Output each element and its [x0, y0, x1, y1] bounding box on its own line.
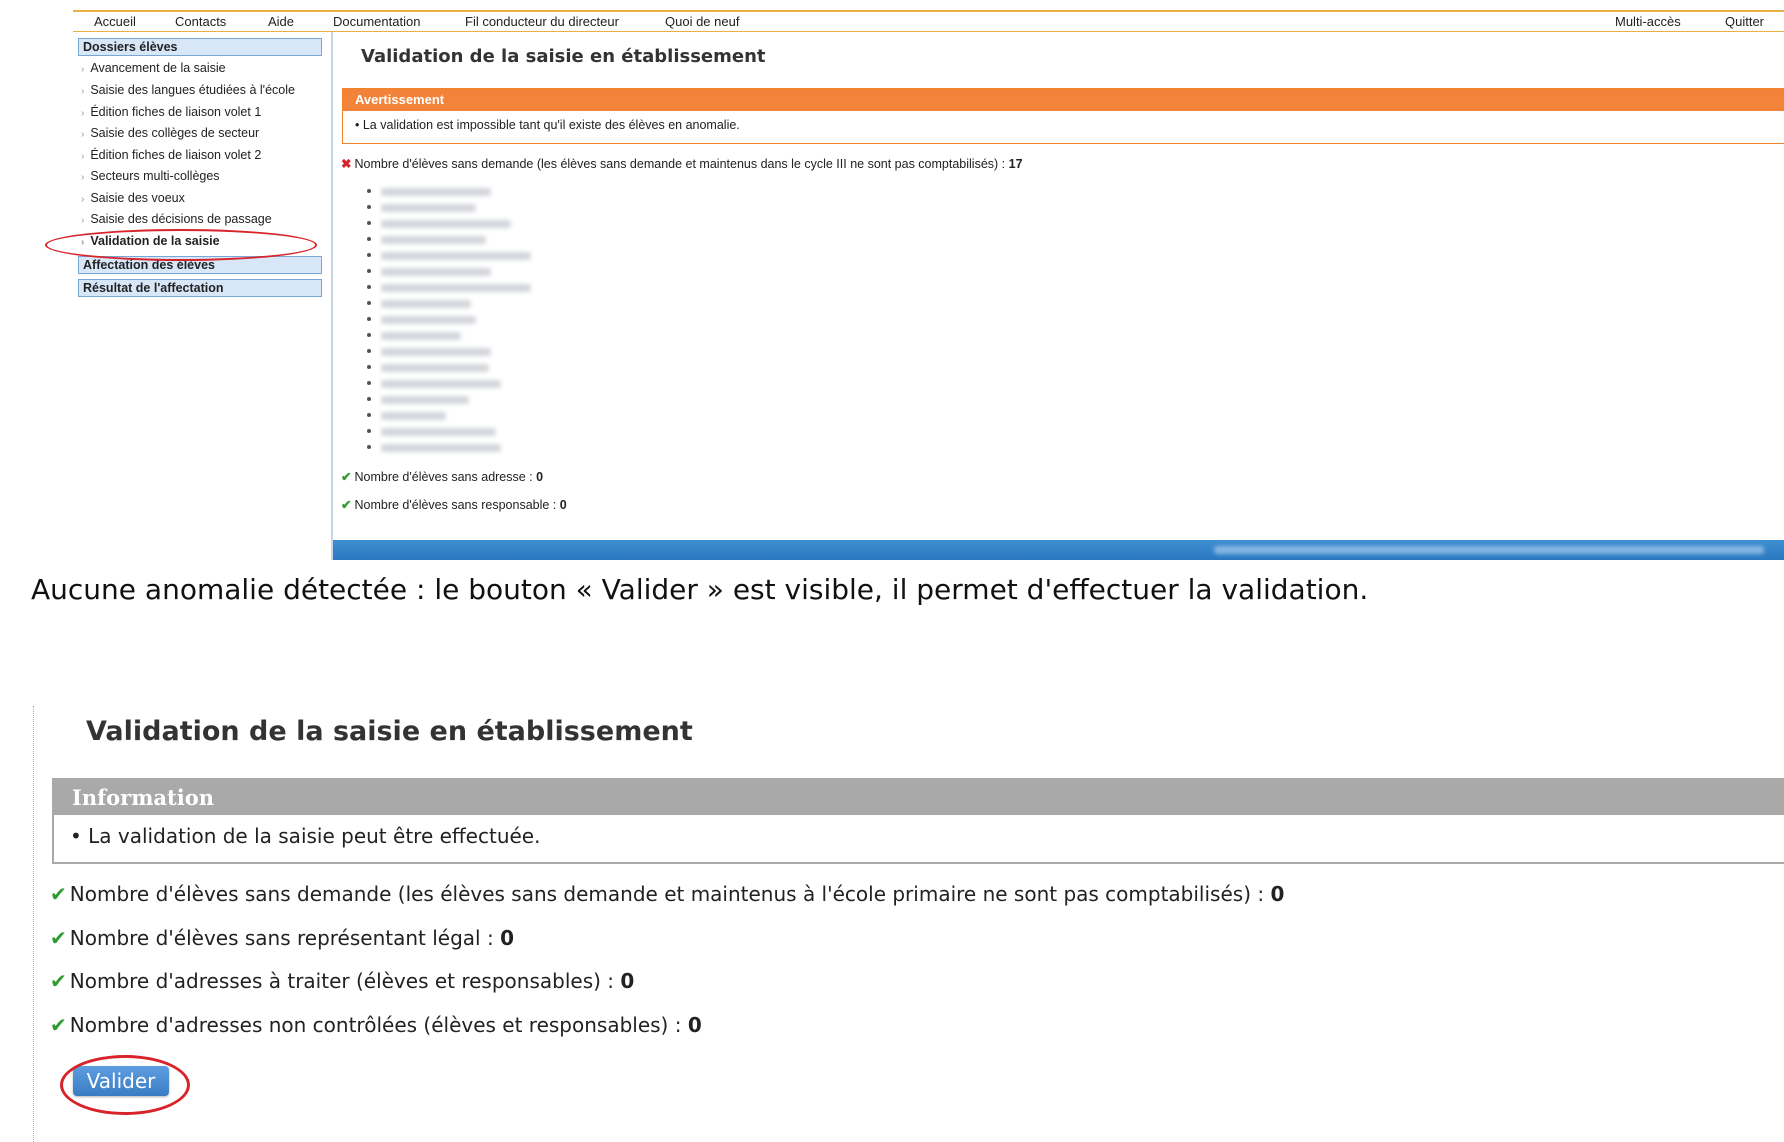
chevron-right-icon: › [81, 172, 85, 183]
stat-value: 0 [536, 470, 544, 484]
sidebar-item-label: Saisie des collèges de secteur [90, 126, 260, 140]
blurred-footer-text [1214, 546, 1764, 554]
nav-quoi-de-neuf[interactable]: Quoi de neuf [665, 14, 740, 29]
nav-aide[interactable]: Aide [268, 14, 295, 29]
check-icon: ✔ [50, 882, 67, 906]
chevron-right-icon: › [81, 129, 85, 140]
check-icon: ✔ [50, 926, 67, 950]
highlight-circle [45, 229, 317, 261]
chevron-right-icon: › [81, 237, 85, 248]
stat-label: Nombre d'adresses non contrôlées (élèves et responsables) : [69, 1013, 682, 1037]
top-navigation [73, 10, 1784, 32]
chevron-right-icon: › [81, 151, 85, 162]
error-cross-icon: ✖ [341, 157, 352, 171]
stat-label: Nombre d'élèves sans adresse : [354, 470, 533, 484]
stat-label: Nombre d'adresses à traiter (élèves et responsables) : [69, 969, 615, 993]
information-title: Information [54, 780, 1784, 815]
stat-value: 0 [1270, 882, 1285, 906]
screenshot-valid [33, 706, 1784, 1142]
screenshot-anomaly [0, 0, 1784, 560]
stat-value: 17 [1008, 157, 1023, 171]
main-content [331, 32, 1784, 560]
sidebar-item-fiches-volet-2[interactable] [81, 148, 261, 162]
sidebar-item-voeux[interactable] [81, 191, 185, 205]
chevron-right-icon: › [81, 108, 85, 119]
nav-documentation[interactable]: Documentation [333, 14, 421, 29]
stat-adresses-non-controlees [50, 1013, 702, 1037]
sidebar-item-label: Édition fiches de liaison volet 2 [90, 148, 262, 162]
sidebar-item-label: Saisie des voeux [90, 191, 185, 205]
valider-button[interactable]: Valider [73, 1066, 169, 1096]
nav-fil-conducteur[interactable]: Fil conducteur du directeur [465, 14, 619, 29]
sidebar-item-decisions-passage[interactable] [81, 212, 272, 226]
stat-sans-responsable [341, 497, 567, 512]
stat-label: Nombre d'élèves sans responsable : [354, 498, 557, 512]
chevron-right-icon: › [81, 194, 85, 205]
nav-accueil[interactable]: Accueil [94, 14, 136, 29]
section-resultat-affectation[interactable]: Résultat de l'affectation [78, 279, 322, 297]
stat-label: Nombre d'élèves sans demande (les élèves sans demande et maintenus à l'école primaire ne sont pas comptabilisés) : [69, 882, 1265, 906]
warning-box [342, 88, 1784, 144]
highlight-circle [60, 1055, 190, 1115]
stat-value: 0 [620, 969, 635, 993]
chevron-right-icon: › [81, 215, 85, 226]
nav-quitter[interactable]: Quitter [1725, 14, 1765, 29]
check-icon: ✔ [50, 1013, 67, 1037]
page-title: Validation de la saisie en établissement [86, 716, 693, 747]
warning-message-text: La validation est impossible tant qu'il existe des élèves en anomalie. [362, 118, 740, 132]
chevron-right-icon: › [81, 64, 85, 75]
warning-message: • La validation est impossible tant qu'il existe des élèves en anomalie. [355, 118, 740, 132]
footer-bar [333, 540, 1784, 560]
stat-label: Nombre d'élèves sans représentant légal : [69, 926, 494, 950]
warning-title: Avertissement [343, 89, 1784, 111]
sidebar-item-avancement[interactable] [81, 61, 226, 75]
stat-sans-representant [50, 926, 514, 950]
stat-value: 0 [559, 498, 567, 512]
sidebar-item-label: Saisie des langues étudiées à l'école [90, 83, 295, 97]
caption-text: Aucune anomalie détectée : le bouton « Valider » est visible, il permet d'effectuer la validation. [31, 573, 1369, 606]
sidebar-item-colleges-secteur[interactable] [81, 126, 259, 140]
section-affectation-eleves[interactable]: Affectation des élèves [78, 256, 322, 274]
stat-value: 0 [687, 1013, 702, 1037]
sidebar-item-label: Avancement de la saisie [90, 61, 226, 75]
information-box [52, 778, 1784, 864]
sidebar-item-multi-colleges[interactable] [81, 169, 220, 183]
check-icon: ✔ [341, 470, 352, 484]
sidebar-item-label: Secteurs multi-collèges [90, 169, 220, 183]
nav-multi-acces[interactable]: Multi-accès [1615, 14, 1681, 29]
check-icon: ✔ [50, 969, 67, 993]
sidebar-item-label: Édition fiches de liaison volet 1 [90, 105, 262, 119]
information-message-text: La validation de la saisie peut être effectuée. [88, 824, 541, 848]
stat-label: Nombre d'élèves sans demande (les élèves sans demande et maintenus dans le cycle III ne sont pas comptabilisés) : [354, 157, 1006, 171]
nav-contacts[interactable]: Contacts [175, 14, 227, 29]
information-message: • La validation de la saisie peut être effectuée. [70, 824, 541, 848]
sidebar-item-fiches-volet-1[interactable] [81, 105, 261, 119]
sidebar-item-label: Saisie des décisions de passage [90, 212, 272, 226]
page-title: Validation de la saisie en établissement [361, 46, 766, 67]
section-dossiers-eleves[interactable]: Dossiers élèves [78, 38, 322, 56]
check-icon: ✔ [341, 498, 352, 512]
sidebar [73, 36, 331, 560]
sidebar-item-langues[interactable] [81, 83, 295, 97]
stat-sans-demande [341, 156, 1023, 171]
stat-value: 0 [500, 926, 514, 950]
chevron-right-icon: › [81, 86, 85, 97]
stat-adresses-a-traiter [50, 969, 634, 993]
sidebar-item-label: Validation de la saisie [90, 234, 220, 248]
stat-sans-adresse [341, 469, 543, 484]
stat-sans-demande [50, 882, 1284, 906]
